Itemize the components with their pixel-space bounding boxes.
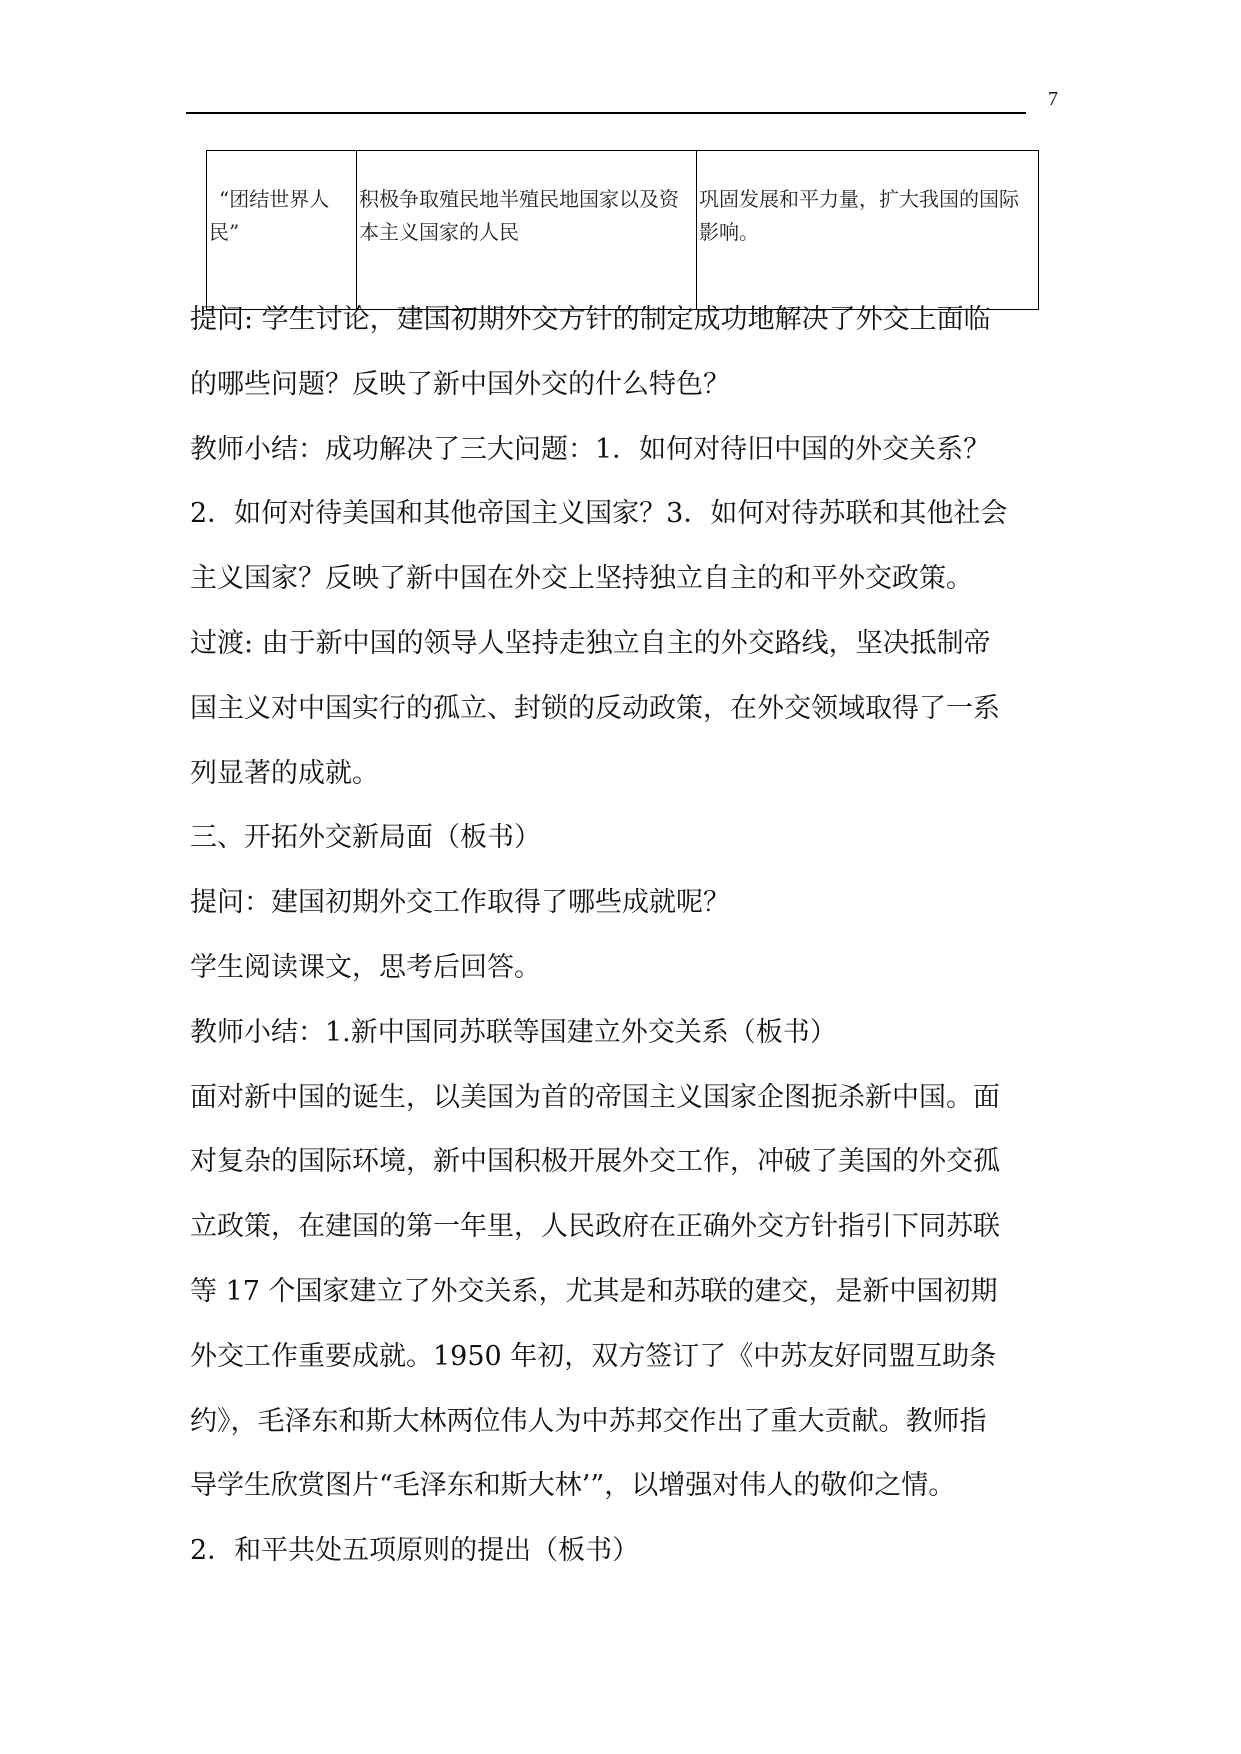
- text-line: 导学生欣赏图片“毛泽东和斯大林’”，以增强对伟人的敬仰之情。: [190, 1470, 956, 1502]
- text-line: 2．如何对待美国和其他帝国主义国家？3．如何对待苏联和其他社会: [190, 498, 1008, 530]
- body-text: [190, 288, 1060, 1584]
- table-row: [207, 151, 1039, 310]
- text-line: 国主义对中国实行的孤立、封锁的反动政策，在外交领域取得了一系: [190, 692, 1000, 724]
- text-line: 外交工作重要成就。1950 年初，双方签订了《中苏友好同盟互助条: [190, 1340, 997, 1372]
- policy-table: [206, 150, 1039, 310]
- text-line: 面对新中国的诞生，以美国为首的帝国主义国家企图扼杀新中国。面: [190, 1081, 1000, 1113]
- text-line: 立政策，在建国的第一年里，人民政府在正确外交方针指引下同苏联: [190, 1211, 1000, 1243]
- text-line: 等 17 个国家建立了外交关系，尤其是和苏联的建交，是新中国初期: [190, 1275, 998, 1307]
- text-line: 主义国家？反映了新中国在外交上坚持独立自主的和平外交政策。: [190, 563, 973, 595]
- text-line: 列显著的成就。: [190, 757, 379, 789]
- text-line: 约》，毛泽东和斯大林两位伟人为中苏邦交作出了重大贡献。教师指: [190, 1405, 987, 1437]
- text-line: 2．和平共处五项原则的提出（板书）: [190, 1535, 640, 1567]
- table-cell: “团结世界人民”: [207, 151, 357, 310]
- text-line: 提问：建国初期外交工作取得了哪些成就呢？: [190, 887, 730, 919]
- text-line: 教师小结：1.新中国同苏联等国建立外交关系（板书）: [190, 1016, 837, 1048]
- section-heading: 三、开拓外交新局面（板书）: [190, 822, 541, 854]
- table-cell: 积极争取殖民地半殖民地国家以及资本主义国家的人民: [357, 151, 697, 310]
- text-line: 提问: 学生讨论，建国初期外交方针的制定成功地解决了外交上面临: [190, 304, 991, 335]
- text-line: 的哪些问题？反映了新中国外交的什么特色？: [190, 368, 730, 400]
- text-line: 教师小结：成功解决了三大问题：1．如何对待旧中国的外交关系？: [190, 433, 991, 465]
- table-cell: 巩固发展和平力量，扩大我国的国际影响。: [697, 151, 1039, 310]
- text-line: 过渡: 由于新中国的领导人坚持走独立自主的外交路线，坚决抵制帝: [190, 627, 991, 659]
- text-line: 学生阅读课文，思考后回答。: [190, 951, 541, 983]
- page-number: 7: [1048, 88, 1058, 110]
- header-rule: [186, 112, 1026, 114]
- text-line: 对复杂的国际环境，新中国积极开展外交工作，冲破了美国的外交孤: [190, 1146, 1000, 1178]
